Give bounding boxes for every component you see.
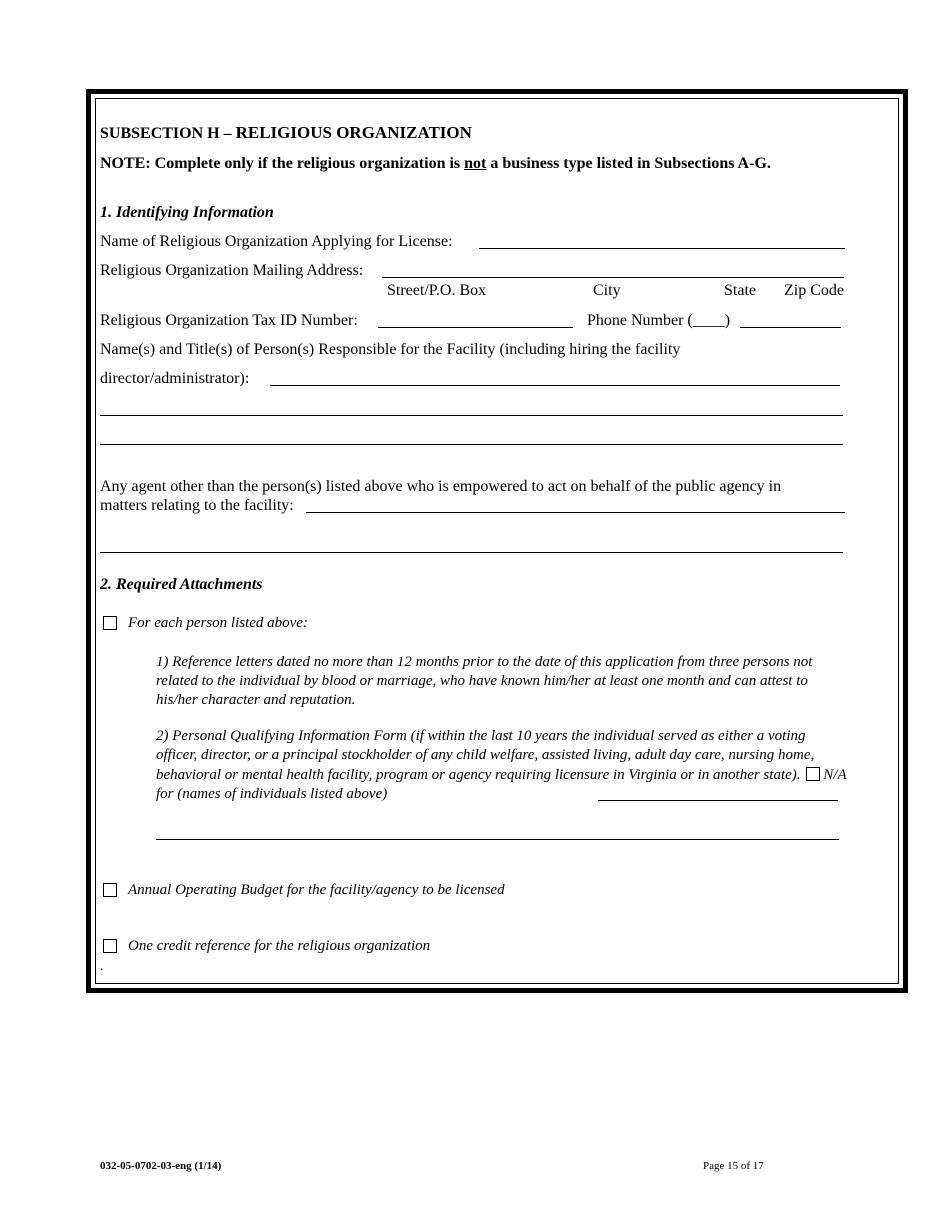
responsible-field-line3[interactable] <box>100 444 843 445</box>
section-title-main: RELIGIOUS ORGANIZATION <box>235 123 472 142</box>
agent-label-line1: Any agent other than the person(s) listed above who is empowered to act on behalf of the public agency in <box>100 478 782 495</box>
credit-label: One credit reference for the religious organization <box>128 938 431 954</box>
form-id: 032-05-0702-03-eng (1/14) <box>100 1160 222 1172</box>
attachments-heading: 2. Required Attachments <box>100 576 263 593</box>
phone-field[interactable] <box>740 327 841 328</box>
each-person-checkbox[interactable] <box>103 616 117 630</box>
note-text-b: a business type listed in Subsections A-G. <box>486 155 771 172</box>
responsible-label-line1: Name(s) and Title(s) of Person(s) Responsible for the Facility (including hiring the facility <box>100 341 681 358</box>
mailing-address-field[interactable] <box>382 277 844 278</box>
agent-field-line2[interactable] <box>100 552 843 553</box>
each-person-label: For each person listed above: <box>128 615 308 631</box>
budget-checkbox[interactable] <box>103 883 117 897</box>
org-name-label: Name of Religious Organization Applying for License: <box>100 233 453 250</box>
org-name-field[interactable] <box>479 248 845 249</box>
stray-dot: . <box>100 958 104 973</box>
section-title <box>100 123 472 143</box>
responsible-field-line2[interactable] <box>100 415 843 416</box>
section-note <box>100 155 771 173</box>
address-street-caption: Street/P.O. Box <box>387 282 487 299</box>
na-names-field-line1[interactable] <box>598 800 838 801</box>
form-inner-border <box>95 98 899 984</box>
phone-label: Phone Number (____) <box>587 312 731 329</box>
agent-label-line2: matters relating to the facility: <box>100 497 294 514</box>
section-title-prefix: SUBSECTION H – <box>100 125 236 142</box>
page-number: Page 15 of 17 <box>703 1160 764 1172</box>
tax-id-field[interactable] <box>378 327 573 328</box>
na-checkbox[interactable] <box>806 767 820 781</box>
pqi-form-text <box>156 727 848 804</box>
mailing-address-label: Religious Organization Mailing Address: <box>100 262 364 279</box>
tax-id-label: Religious Organization Tax ID Number: <box>100 312 358 329</box>
responsible-field-line1[interactable] <box>270 385 840 386</box>
note-text-a: NOTE: Complete only if the religious organization is <box>100 155 465 172</box>
reference-letters-text: 1) Reference letters dated no more than 12 months prior to the date of this application from three persons not related to the individual by blood or marriage, who have known him/her at least one month and can attest to his/her character and reputation. <box>156 654 813 708</box>
na-label: N/A for (names of individuals listed above) <box>156 767 847 802</box>
identifying-heading: 1. Identifying Information <box>100 204 274 221</box>
credit-checkbox[interactable] <box>103 939 117 953</box>
pqi-form-description: 2) Personal Qualifying Information Form (if within the last 10 years the individual served as either a voting officer, director, or a principal stockholder of any child welfare, assisted living, adult day care, nursing home, behavioral or mental health facility, program or agency requiring licensure in Virginia or in another state). <box>156 728 815 783</box>
form-border <box>86 89 908 993</box>
agent-field-line1[interactable] <box>306 512 845 513</box>
address-city-caption: City <box>593 282 621 299</box>
responsible-label-line2: director/administrator): <box>100 370 250 387</box>
na-names-field-line2[interactable] <box>156 839 839 840</box>
address-state-caption: State <box>724 282 756 299</box>
address-zip-caption: Zip Code <box>784 282 844 299</box>
budget-label: Annual Operating Budget for the facility/agency to be licensed <box>128 882 505 898</box>
note-emphasis: not <box>464 155 487 172</box>
